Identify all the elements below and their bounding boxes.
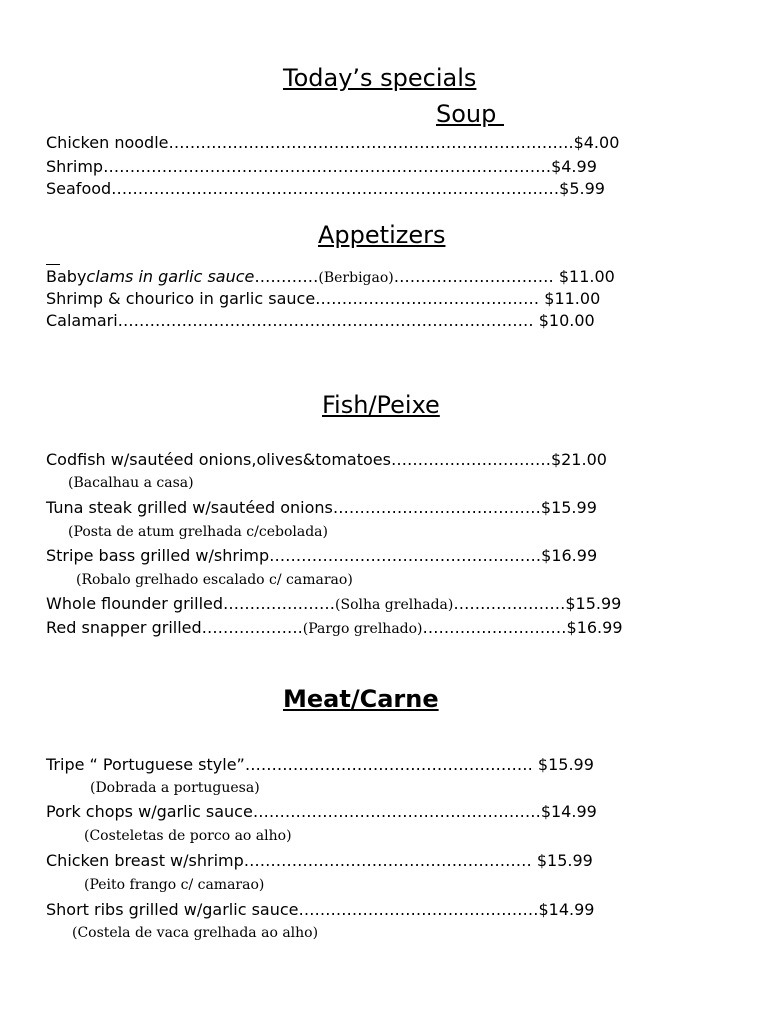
clams-prefix: Baby: [46, 267, 87, 286]
soup-item-seafood: Seafood…………………………………………………………………………$5.99: [46, 179, 605, 198]
flounder-price: …………………$15.99: [453, 594, 622, 613]
meat-item-chicken: Chicken breast w/shrimp……………………………………………… $15.99: [46, 851, 593, 870]
clams-dots: …………: [254, 267, 319, 286]
meat-item-tripe-pt: (Dobrada a portuguesa): [90, 780, 260, 796]
meat-item-ribs-pt: (Costela de vaca grelhada ao alho): [72, 925, 319, 941]
clams-italic: clams in garlic sauce: [86, 267, 255, 286]
fish-item-snapper: [46, 620, 623, 636]
meat-item-pork-pt: (Costeletas de porco ao alho): [84, 828, 292, 844]
soup-item-chicken-noodle: Chicken noodle………………………………………………………………….$4.00: [46, 133, 620, 152]
fish-item-bass: Stripe bass grilled w/shrimp……………………………………………$16.99: [46, 546, 598, 565]
appetizer-item-clams: [46, 269, 615, 285]
flounder-portuguese: (Solha grelhada): [335, 597, 454, 613]
soup-item-shrimp: Shrimp…………………………………………………………………………$4.99: [46, 157, 597, 176]
meat-item-ribs: Short ribs grilled w/garlic sauce………………………………………$14.99: [46, 900, 595, 919]
fish-item-tuna: Tuna steak grilled w/sautéed onions…………………………………$15.99: [46, 498, 597, 517]
clams-price: ………………………… $11.00: [393, 267, 615, 286]
meat-item-tripe: Tripe “ Portuguese style”……………………………………………… $15.99: [46, 755, 594, 774]
fish-item-codfish-pt: (Bacalhau a casa): [68, 475, 194, 491]
snapper-portuguese: (Pargo grelhado): [302, 621, 423, 637]
snapper-name: Red snapper grilled……………….: [46, 618, 303, 637]
page-title: Today’s specials: [283, 64, 477, 92]
stray-underline-mark: [46, 264, 60, 265]
appetizer-item-calamari: Calamari…………………………………………………………………… $10.00: [46, 311, 595, 330]
meat-item-pork: Pork chops w/garlic sauce………………………………………………$14.99: [46, 802, 597, 821]
appetizers-heading: Appetizers: [318, 221, 446, 249]
fish-item-flounder: [46, 596, 621, 612]
snapper-price: ………………………$16.99: [422, 618, 623, 637]
appetizer-item-shrimp-chourico: Shrimp & chourico in garlic sauce…………………………………… $11.00: [46, 289, 601, 308]
flounder-name: Whole flounder grilled…………………: [46, 594, 336, 613]
fish-item-codfish: Codfish w/sautéed onions,olives&tomatoes…………………………$21.00: [46, 450, 607, 469]
clams-portuguese: (Berbigao): [318, 270, 394, 286]
soup-heading: Soup: [436, 100, 504, 128]
meat-heading: Meat/Carne: [283, 685, 439, 713]
fish-heading: Fish/Peixe: [322, 391, 440, 419]
fish-item-tuna-pt: (Posta de atum grelhada c/cebolada): [68, 524, 328, 540]
fish-item-bass-pt: (Robalo grelhado escalado c/ camarao): [76, 572, 353, 588]
meat-item-chicken-pt: (Peito frango c/ camarao): [84, 877, 265, 893]
